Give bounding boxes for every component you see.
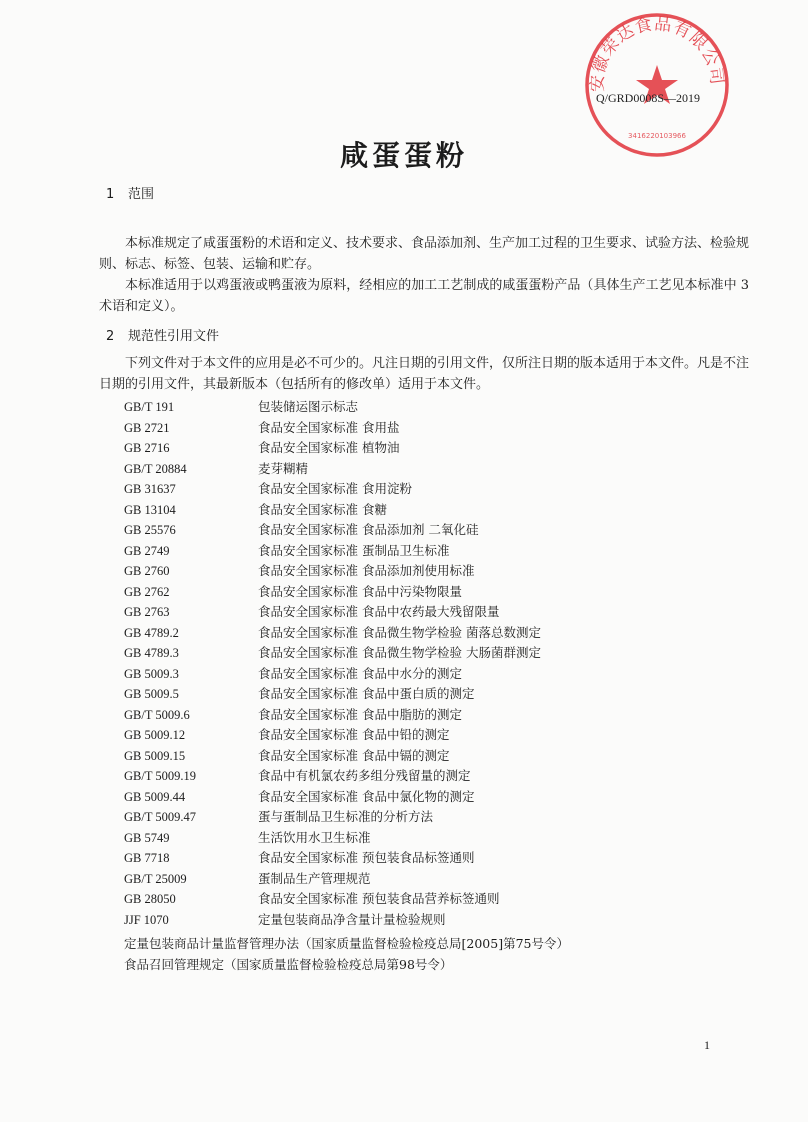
reference-row	[0, 910, 808, 930]
reference-code: GB 25576	[124, 523, 176, 537]
reference-title: 定量包装商品净含量计量检验规则	[258, 911, 446, 927]
reference-row	[0, 807, 808, 827]
page-number: 1	[704, 1038, 710, 1052]
reference-row	[0, 828, 808, 848]
extra-reference-2: 食品召回管理规定（国家质量监督检验检疫总局第98号令）	[124, 957, 453, 972]
reference-code: GB 2763	[124, 605, 170, 619]
reference-row	[0, 623, 808, 643]
reference-code: GB/T 5009.6	[124, 707, 190, 722]
reference-code: GB 7718	[124, 851, 170, 865]
reference-row	[0, 848, 808, 868]
reference-row	[0, 479, 808, 499]
reference-title: 食品安全国家标准 蛋制品卫生标准	[258, 542, 450, 558]
reference-code: GB 5009.15	[124, 748, 186, 763]
reference-code: GB 28050	[124, 892, 176, 906]
reference-code: GB 2762	[124, 584, 170, 599]
section-2-intro: 下列文件对于本文件的应用是必不可少的。凡注日期的引用文件，仅所注日期的版本适用于本文件。凡是不注日期的引用文件，其最新版本（包括所有的修改单）适用于本文件。	[99, 356, 750, 392]
reference-code: GB/T 20884	[124, 461, 187, 476]
section-1-number: 1	[106, 187, 115, 202]
reference-title: 麦芽糊精	[258, 460, 309, 476]
reference-title: 食品安全国家标准 食品微生物学检验 大肠菌群测定	[258, 645, 541, 660]
reference-row	[0, 869, 808, 889]
reference-title: 食品安全国家标准 食品添加剂使用标准	[258, 563, 475, 578]
section-2-heading	[106, 325, 219, 344]
reference-code: GB 5009.12	[124, 728, 186, 742]
reference-row	[0, 438, 808, 458]
section-1-paragraph-2: 本标准适用于以鸡蛋液或鸭蛋液为原料，经相应的加工工艺制成的咸蛋蛋粉产品（具体生产工艺见本标准中 3术语和定义）。	[99, 278, 749, 314]
section-2-title: 规范性引用文件	[128, 329, 220, 344]
reference-row	[0, 397, 808, 417]
reference-title: 食品安全国家标准 植物油	[258, 440, 400, 455]
reference-title: 食品中有机氯农药多组分残留量的测定	[258, 768, 471, 783]
reference-row	[0, 725, 808, 745]
svg-text:安徽荣达食品有限公司: 安徽荣达食品有限公司	[587, 14, 727, 93]
document-code: Q/GRD0008S—2019	[596, 91, 701, 105]
reference-code: GB 4789.2	[124, 625, 179, 640]
reference-code: GB 31637	[124, 482, 176, 496]
reference-code: GB 2716	[124, 441, 170, 455]
reference-row	[0, 500, 808, 520]
section-1-paragraph-1: 本标准规定了咸蛋蛋粉的术语和定义、技术要求、食品添加剂、生产加工过程的卫生要求、试验方法、检验规则、标志、标签、包装、运输和贮存。	[99, 236, 750, 272]
reference-row	[0, 418, 808, 438]
reference-code: GB 2760	[124, 564, 170, 578]
reference-title: 食品安全国家标准 食品中蛋白质的测定	[258, 686, 475, 701]
reference-code: GB 5009.3	[124, 666, 179, 681]
reference-row	[0, 459, 808, 479]
reference-title: 食品安全国家标准 食品中污染物限量	[258, 583, 462, 599]
reference-code: GB 2721	[124, 420, 170, 435]
reference-code: GB 13104	[124, 502, 176, 517]
reference-code: GB/T 5009.19	[124, 769, 196, 783]
reference-title: 食品安全国家标准 食品微生物学检验 菌落总数测定	[258, 624, 541, 640]
reference-code: GB 5009.5	[124, 687, 179, 701]
reference-code: JJF 1070	[124, 912, 169, 927]
reference-title: 蛋制品生产管理规范	[258, 870, 371, 886]
reference-row	[0, 766, 808, 786]
reference-title: 包装储运图示标志	[258, 399, 359, 414]
reference-code: GB/T 5009.47	[124, 810, 196, 824]
reference-row	[0, 889, 808, 909]
extra-reference-1: 定量包装商品计量监督管理办法（国家质量监督检验检疫总局[2005]第75号令）	[124, 936, 569, 951]
reference-code: GB 5009.44	[124, 789, 186, 804]
reference-row	[0, 561, 808, 581]
reference-title: 食品安全国家标准 食用淀粉	[258, 481, 412, 496]
reference-title: 食品安全国家标准 食品中氯化物的测定	[258, 788, 475, 804]
reference-row	[0, 602, 808, 622]
reference-row	[0, 705, 808, 725]
reference-row	[0, 582, 808, 602]
reference-title: 食品安全国家标准 食品中水分的测定	[258, 665, 462, 681]
reference-title: 食品安全国家标准 预包装食品营养标签通则	[258, 891, 500, 906]
reference-row	[0, 664, 808, 684]
reference-row	[0, 787, 808, 807]
svg-text:3416220103966: 3416220103966	[628, 132, 686, 140]
reference-title: 食品安全国家标准 食用盐	[258, 419, 400, 435]
reference-code: GB 4789.3	[124, 646, 179, 660]
reference-code: GB/T 191	[124, 400, 175, 414]
page-title: 咸蛋蛋粉	[339, 139, 468, 172]
section-1-title: 范围	[128, 187, 155, 202]
reference-title: 生活饮用水卫生标准	[258, 829, 371, 845]
reference-code: GB 5749	[124, 830, 170, 845]
reference-title: 食品安全国家标准 食品中镉的测定	[258, 747, 450, 763]
reference-title: 蛋与蛋制品卫生标准的分析方法	[258, 809, 434, 824]
reference-title: 食品安全国家标准 食品中脂肪的测定	[258, 706, 462, 722]
reference-title: 食品安全国家标准 食品添加剂 二氧化硅	[258, 522, 479, 537]
reference-title: 食品安全国家标准 食糖	[258, 501, 387, 517]
reference-row	[0, 541, 808, 561]
reference-title: 食品安全国家标准 食品中农药最大残留限量	[258, 604, 500, 619]
section-2-number: 2	[106, 329, 115, 344]
reference-row	[0, 643, 808, 663]
reference-code: GB/T 25009	[124, 871, 187, 886]
reference-row	[0, 684, 808, 704]
reference-title: 食品安全国家标准 食品中铅的测定	[258, 727, 450, 742]
reference-title: 食品安全国家标准 预包装食品标签通则	[258, 850, 475, 865]
section-1-heading	[106, 183, 154, 202]
reference-code: GB 2749	[124, 543, 170, 558]
reference-row	[0, 746, 808, 766]
reference-row	[0, 520, 808, 540]
